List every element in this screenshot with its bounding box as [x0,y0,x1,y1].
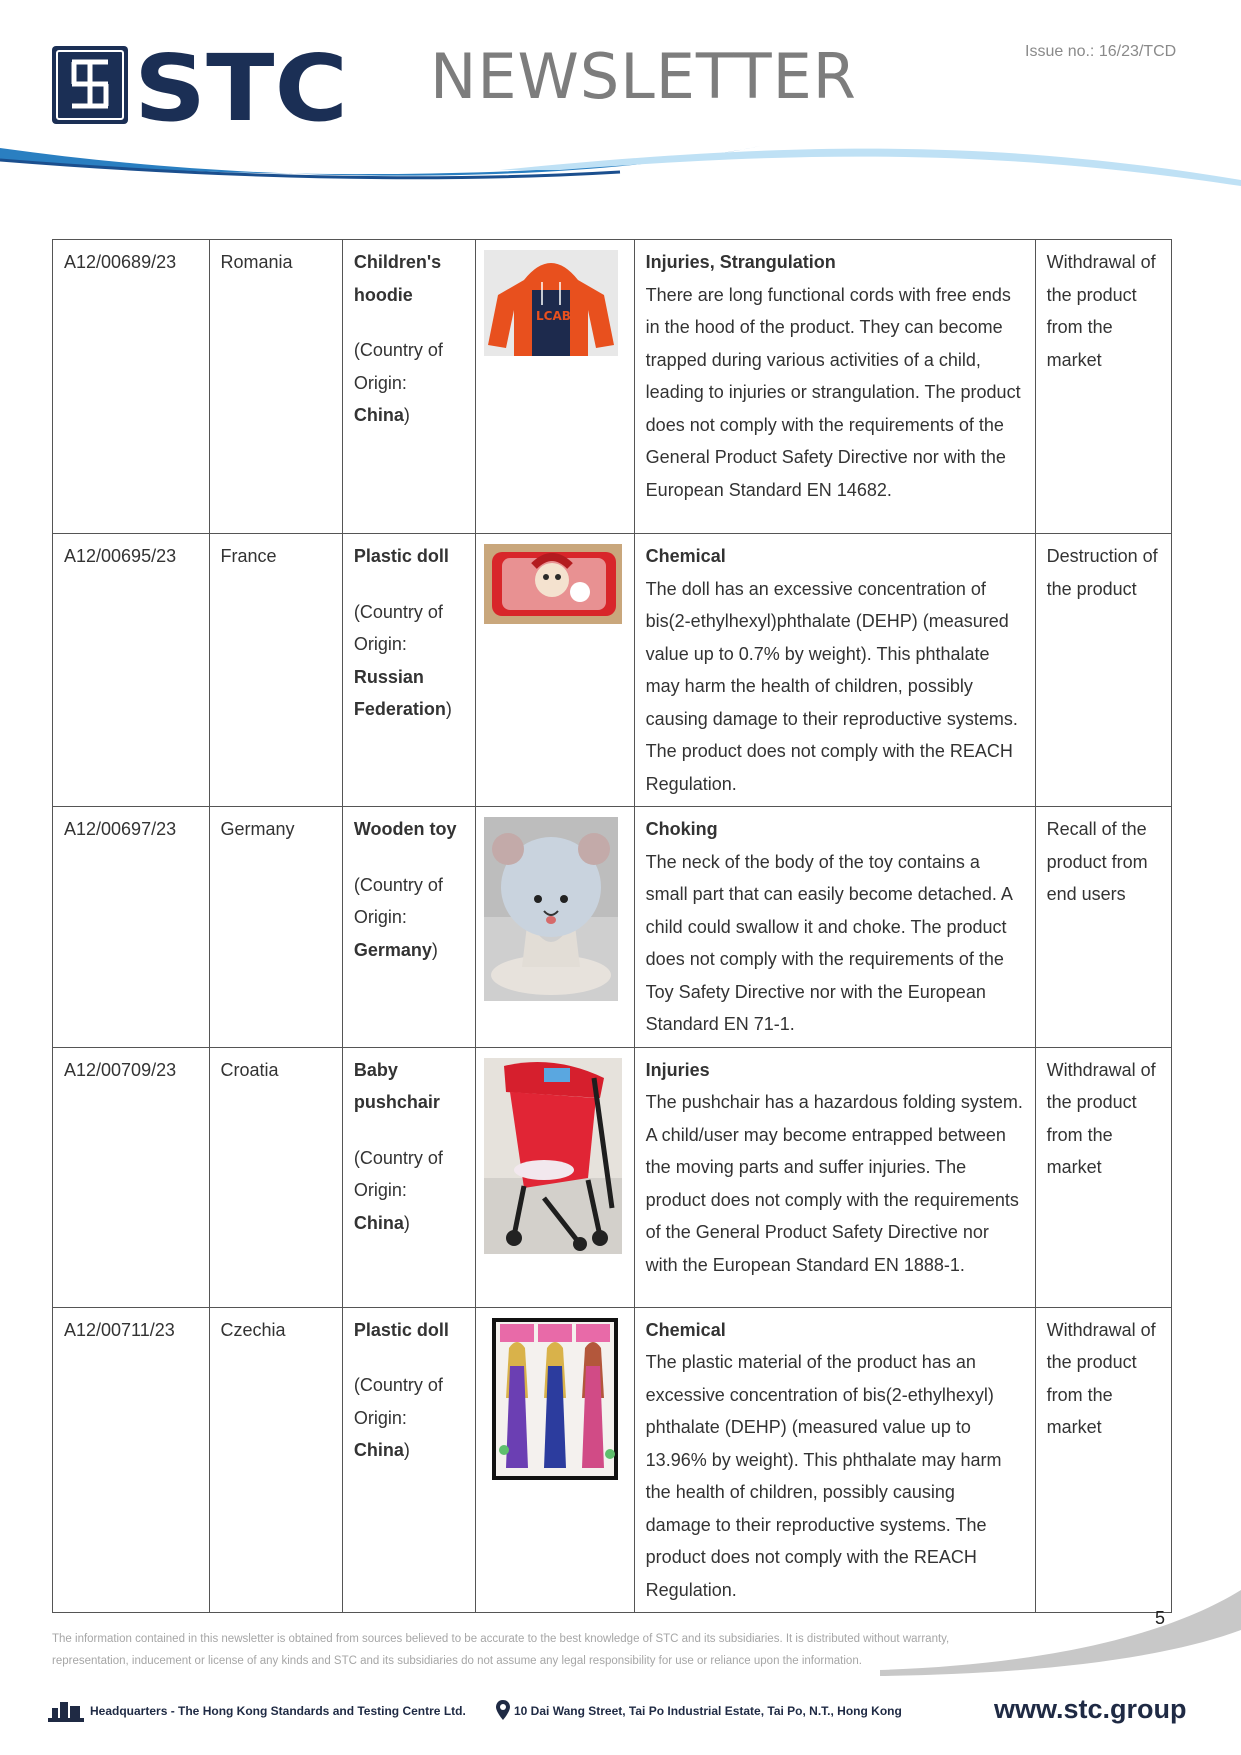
risk-title: Injuries [645,1059,710,1080]
table-row [53,807,1172,1048]
country-cell: Romania [209,240,342,534]
ref-cell: A12/00689/23 [53,240,210,534]
risk-cell [634,240,1035,534]
origin-label: (Country of Origin: [353,1375,443,1428]
image-cell [476,1047,635,1307]
product-cell: Wooden toy (Country of Origin: Germany) [342,807,475,1048]
recall-table [52,239,1172,1613]
product-name: Children's hoodie [353,252,442,305]
table-row [53,534,1172,807]
risk-cell [634,1307,1035,1613]
dolls-pack-photo [492,1318,618,1480]
wooden-toy-photo [484,817,618,1001]
origin-country: Russian Federation [353,666,446,719]
hoodie-photo [484,250,618,356]
page-number: 5 [1155,1608,1166,1628]
origin-country: Germany [353,939,432,960]
table-row [53,240,1172,534]
product-cell: Plastic doll (Country of Origin: Russian Federation) [342,534,475,807]
product-name: Plastic doll [353,546,449,566]
country-cell: Croatia [209,1047,342,1307]
risk-cell [634,534,1035,807]
building-icon [48,1700,84,1722]
measure-cell: Withdrawal of the product from the market [1035,1047,1171,1307]
image-cell [476,1307,635,1613]
pushchair-photo [484,1058,622,1254]
measure-cell: Destruction of the product [1035,534,1171,807]
risk-cell [634,807,1035,1048]
table-row [53,1047,1172,1307]
product-cell: Children's hoodie (Country of Origin: China) [342,240,475,534]
origin-country: China [353,405,404,425]
origin-label: (Country of Origin: [353,340,443,393]
logo-wordmark: STC [134,44,348,128]
image-cell [476,534,635,807]
origin-label: (Country of Origin: [353,874,443,927]
origin-label: (Country of Origin: [353,1147,443,1200]
issue-number: Issue no.: 16/23/TCD [1025,43,1177,60]
table-row [53,1307,1172,1613]
headquarters-text: Headquarters - The Hong Kong Standards and Testing Centre Ltd. [90,1704,466,1718]
origin-country: China [353,1440,404,1460]
product-name: Wooden toy [353,819,457,839]
image-cell [476,807,635,1048]
newsletter-title: NEWSLETTER [430,40,857,113]
ref-cell: A12/00697/23 [53,807,210,1048]
risk-description: The pushchair has a hazardous folding system. A child/user may become entrapped between the moving parts and suffer injuries. The product does not comply with the requirements of the General Product Safety Directive nor with the European Standard EN 1888-1. [645,1092,1023,1275]
address-text: 10 Dai Wang Street, Tai Po Industrial Estate, Tai Po, N.T., Hong Kong [514,1704,902,1718]
product-cell: Baby pushchair (Country of Origin: China) [342,1047,475,1307]
risk-description: There are long functional cords with free ends in the hood of the product. They can become trapped during various activities of a child, leading to injuries or strangulation. The product does not comply with the requirements of the General Product Safety Directive nor with the European Standard EN 14682. [645,284,1021,500]
country-cell: France [209,534,342,807]
measure-cell: Withdrawal of the product from the market [1035,1307,1171,1613]
measure-cell: Recall of the product from end users [1035,807,1171,1048]
ref-cell: A12/00695/23 [53,534,210,807]
ref-cell: A12/00709/23 [53,1047,210,1307]
risk-description: The doll has an excessive concentration of bis(2-ethylhexyl)phthalate (DEHP) (measured value up to 0.7% by weight). This phthalate may harm the health of children, possibly causing damage to their reproductive systems. The product does not comply with the REACH Regulation. [645,578,1018,794]
ref-cell: A12/00711/23 [53,1307,210,1613]
origin-country: China [353,1212,404,1233]
disclaimer: The information contained in this newsletter is obtained from sources believed to be accurate to the best knowledge of STC and its subsidiaries. It is distributed without warranty, representation, inducement or license of any kinds and STC and its subsidiaries do not assume any legal responsibility for use or reliance upon the information. [52,1633,950,1667]
website-link[interactable]: www.stc.group [994,1694,1187,1724]
measure-cell: Withdrawal of the product from the market [1035,240,1171,534]
header-swoosh [0,140,1241,200]
product-cell: Plastic doll (Country of Origin: China) [342,1307,475,1613]
risk-title: Choking [645,819,718,839]
risk-title: Injuries, Strangulation [645,252,836,272]
risk-cell [634,1047,1035,1307]
origin-label: (Country of Origin: [353,601,443,654]
risk-title: Chemical [645,1319,726,1340]
doll-photo [484,544,622,624]
risk-title: Chemical [645,546,726,566]
product-name: Baby pushchair [353,1059,440,1112]
risk-description: The neck of the body of the toy contains a small part that can easily become detached. A child could swallow it and choke. The product does not comply with the requirements of the Toy Safety Directive nor with the European Standard EN 71-1. [645,851,1012,1034]
product-name: Plastic doll [353,1319,449,1340]
image-cell [476,240,635,534]
risk-description: The plastic material of the product has an excessive concentration of bis(2-ethylhexyl) phthalate (DEHP) (measured value up to 13.96% by weight). This phthalate may harm the health of children, possibly causing damage to their reproductive systems. The product does not comply with the REACH Regulation. [645,1352,1002,1600]
country-cell: Czechia [209,1307,342,1613]
map-pin-icon [496,1700,510,1720]
stc-logo [52,44,352,128]
svg-text:LCAB: LCAB [536,309,572,323]
country-cell: Germany [209,807,342,1048]
